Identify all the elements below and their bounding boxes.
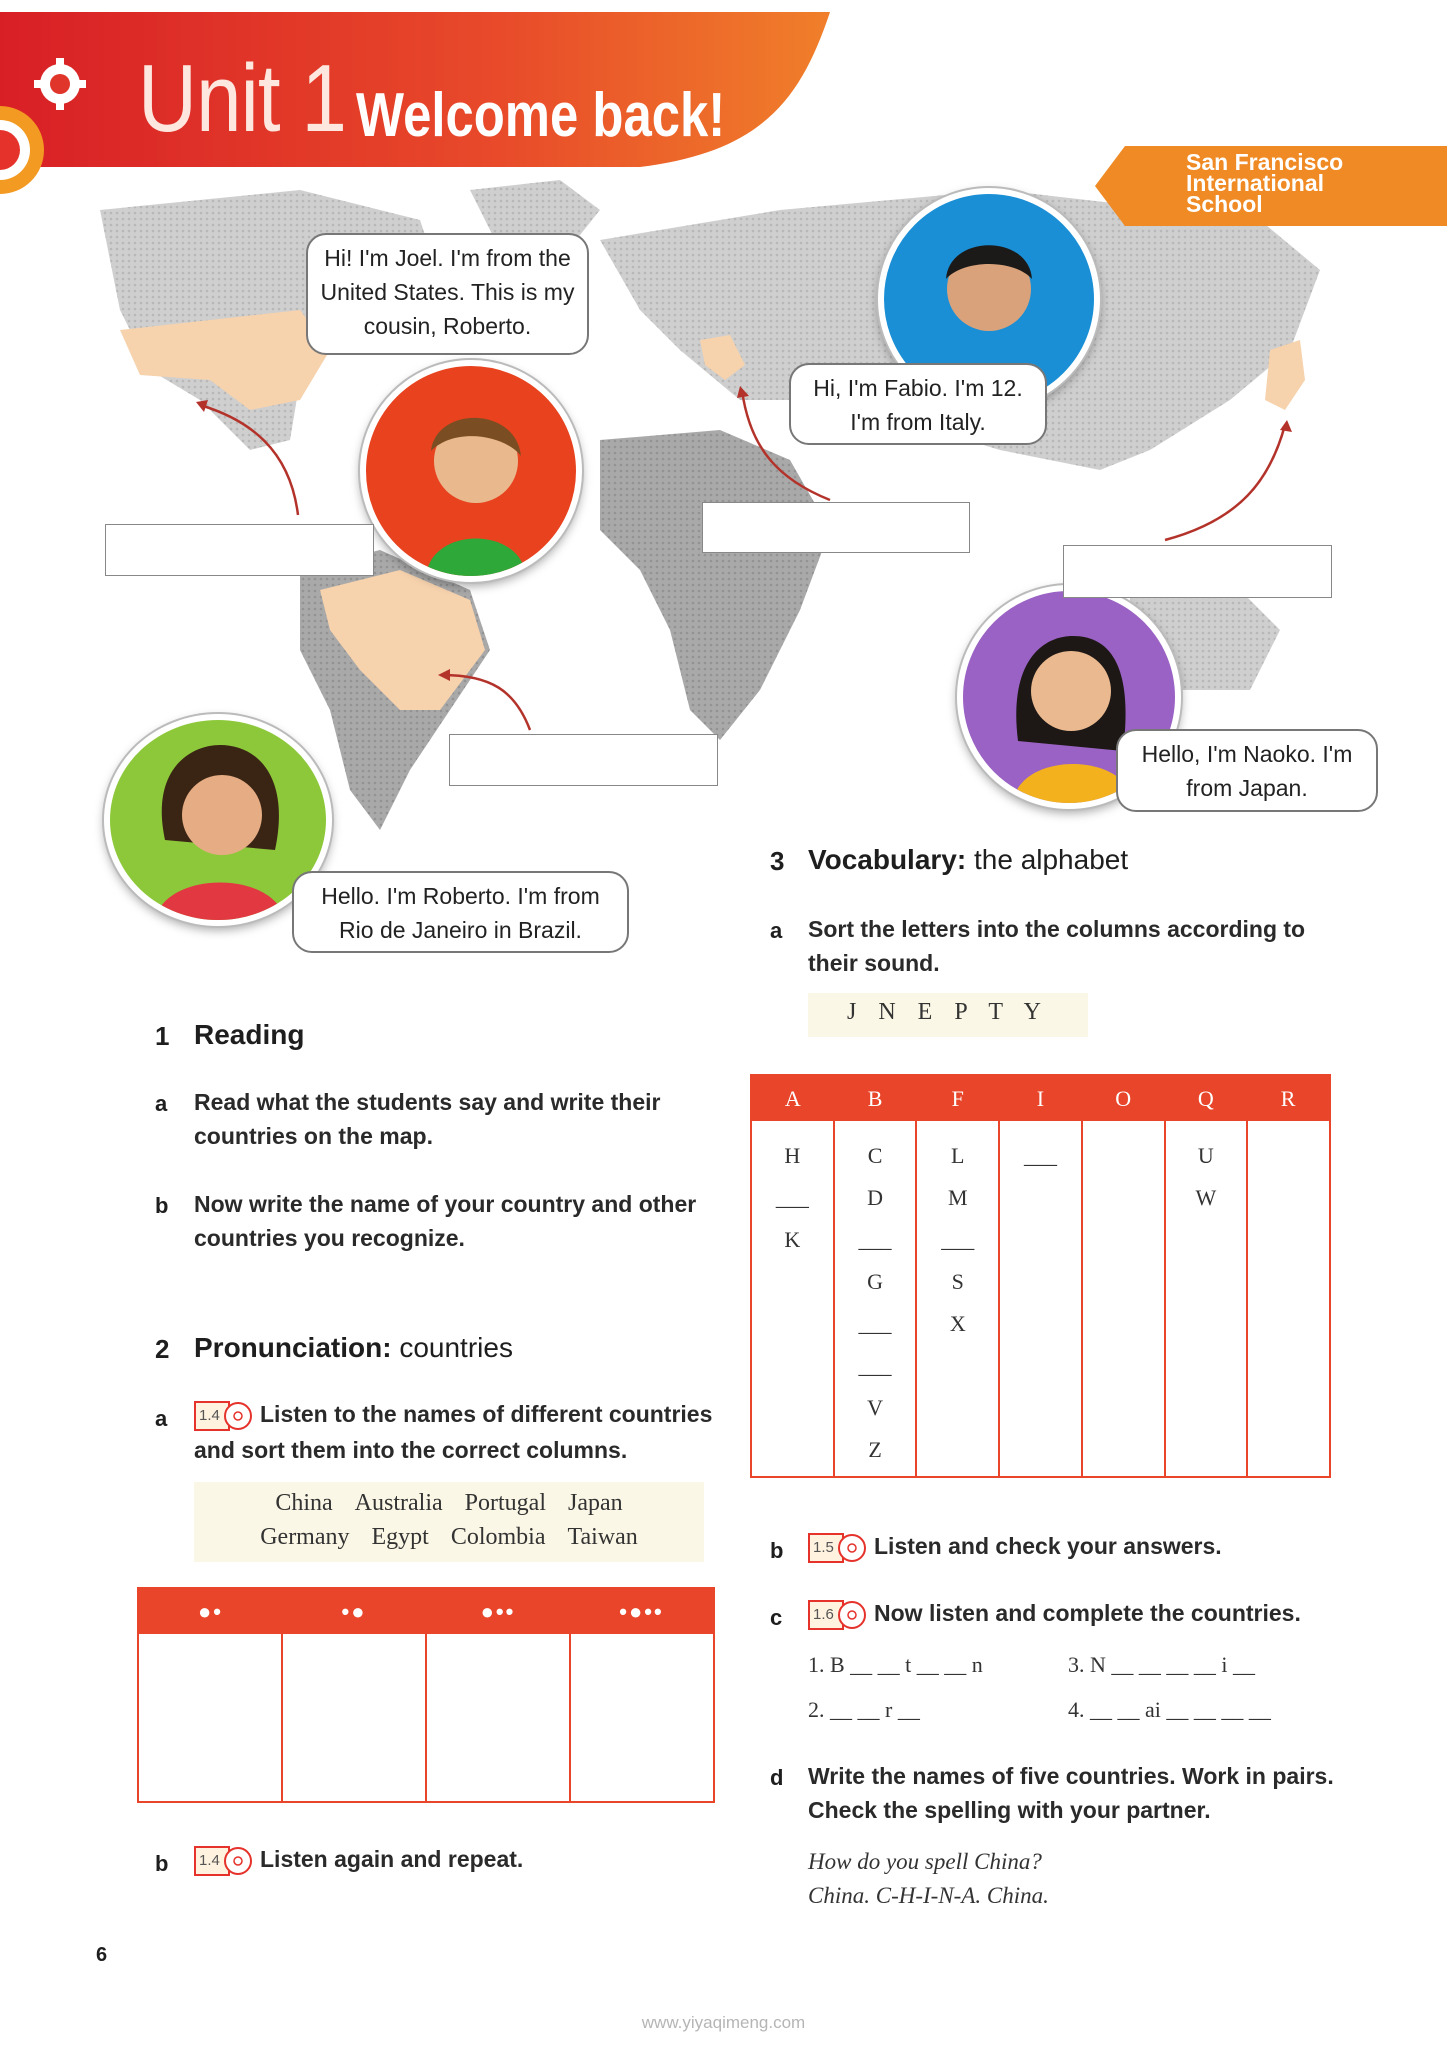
example-dialogue: [808, 1845, 1049, 1913]
stress-column-cell[interactable]: [570, 1634, 714, 1802]
item-3c-letter: c: [770, 1605, 783, 1630]
country-word: Portugal: [464, 1490, 546, 1516]
country-word: Germany: [260, 1524, 350, 1550]
item-3d-text: Write the names of five countries. Work in pairs. Check the spelling with your partner.: [808, 1763, 1334, 1823]
letters-to-sort: J N E P T Y: [846, 999, 1050, 1025]
stress-header: ●••: [480, 1598, 516, 1624]
alphabet-header: I: [1036, 1085, 1045, 1111]
alphabet-header: Q: [1197, 1085, 1214, 1111]
letter-entry: W: [1195, 1185, 1217, 1210]
item-1a-letter: a: [155, 1091, 168, 1116]
country-word: Colombia: [450, 1524, 546, 1550]
alphabet-header: B: [867, 1085, 883, 1111]
item-2a-text: Listen to the names of different countries and sort them into the correct columns.: [194, 1401, 713, 1463]
track-number: 1.6: [813, 1605, 834, 1623]
joel-speech-bubble: Hi! I'm Joel. I'm from the United States. This is my cousin, Roberto.: [306, 233, 589, 355]
fabio-speech-bubble: Hi, I'm Fabio. I'm 12. I'm from Italy.: [789, 363, 1047, 445]
stress-column-cell[interactable]: [282, 1634, 426, 1802]
letter-entry: L: [951, 1143, 965, 1168]
item-1a-text: Read what the students say and write their countries on the map.: [194, 1089, 661, 1149]
stress-column-cell[interactable]: [138, 1634, 282, 1802]
country-gap-4[interactable]: 4. __ __ ai __ __ __ __: [1068, 1697, 1271, 1722]
country-gap-2[interactable]: 2. __ __ r __: [808, 1697, 920, 1722]
letter-entry: V: [867, 1395, 883, 1420]
alphabet-sound-table: [750, 1074, 1331, 1478]
letter-entry: U: [1197, 1143, 1214, 1168]
example-line-2: China. C-H-I-N-A. China.: [808, 1883, 1049, 1908]
school-name: [1186, 149, 1344, 217]
section-2-title: [194, 1332, 513, 1364]
letter-blank: ___: [941, 1227, 975, 1252]
country-word: China: [275, 1490, 333, 1516]
track-number: 1.5: [813, 1538, 834, 1556]
country-word-list: [194, 1486, 704, 1554]
answer-box-usa[interactable]: [105, 524, 374, 576]
letter-entry: D: [867, 1185, 883, 1210]
letter-blank: ___: [858, 1227, 892, 1252]
alphabet-column-cell[interactable]: [1247, 1121, 1330, 1477]
letter-blank: ___: [1023, 1143, 1057, 1168]
stress-header: •●••: [619, 1598, 664, 1624]
joel-portrait: [360, 360, 582, 582]
item-3c: [808, 1596, 1328, 1632]
country-word: Australia: [354, 1490, 443, 1516]
section-3-title: [808, 844, 1128, 876]
section-3-number: 3: [770, 846, 785, 876]
item-3b-letter: b: [770, 1538, 784, 1563]
answer-box-italy[interactable]: [702, 502, 970, 553]
audio-track-button[interactable]: [194, 1399, 254, 1433]
country-word: Japan: [567, 1490, 623, 1516]
section-1-title: Reading: [194, 1019, 305, 1050]
item-1b-letter: b: [155, 1193, 169, 1218]
stress-header: •●: [341, 1598, 367, 1624]
stress-column-cell[interactable]: [426, 1634, 570, 1802]
school-line-1: San Francisco: [1186, 149, 1344, 175]
country-gap-3[interactable]: 3. N __ __ __ __ i __: [1068, 1652, 1255, 1677]
answer-box-brazil[interactable]: [449, 734, 718, 786]
country-word: Taiwan: [567, 1524, 638, 1550]
letter-entry: M: [947, 1185, 968, 1210]
boy-avatar-icon: [366, 366, 576, 576]
item-3c-text: Now listen and complete the countries.: [874, 1600, 1301, 1626]
letter-entry: H: [784, 1143, 801, 1168]
alphabet-header: F: [951, 1085, 964, 1111]
stress-header: ●•: [198, 1598, 223, 1624]
naoko-speech-bubble: Hello, I'm Naoko. I'm from Japan.: [1116, 729, 1378, 812]
stress-pattern-table: [137, 1587, 715, 1803]
alphabet-header-row: [751, 1075, 1330, 1121]
alphabet-header: R: [1280, 1085, 1296, 1111]
section-2-title-bold: Pronunciation:: [194, 1332, 392, 1363]
letter-entry: X: [949, 1311, 966, 1336]
letter-entry: K: [784, 1227, 801, 1252]
letter-entry: Z: [868, 1437, 882, 1462]
letter-blank: ___: [858, 1353, 892, 1378]
item-2a-letter: a: [155, 1406, 168, 1431]
letter-entry: G: [867, 1269, 883, 1294]
school-line-2: International: [1186, 170, 1325, 196]
section-2-number: 2: [155, 1334, 170, 1364]
section-2-title-rest: countries: [399, 1332, 513, 1363]
roberto-speech-bubble: Hello. I'm Roberto. I'm from Rio de Janeiro in Brazil.: [292, 871, 629, 953]
track-number: 1.4: [199, 1851, 220, 1869]
alphabet-header: O: [1115, 1085, 1132, 1111]
gear-icon: [32, 56, 88, 112]
letter-entry: C: [867, 1143, 883, 1168]
alphabet-column-cell[interactable]: [834, 1121, 917, 1477]
watermark-text: www.yiyaqimeng.com: [641, 2013, 806, 2032]
unit-number: Unit 1: [138, 45, 347, 152]
alphabet-column-cell[interactable]: [1165, 1121, 1248, 1477]
example-line-1: How do you spell China?: [808, 1849, 1042, 1874]
item-3b-text: Listen and check your answers.: [874, 1533, 1222, 1559]
audio-track-button[interactable]: [808, 1598, 868, 1632]
alphabet-header: A: [784, 1085, 801, 1111]
section-3-title-bold: Vocabulary:: [808, 844, 967, 875]
item-3d-letter: d: [770, 1765, 784, 1790]
section-1-number: 1: [155, 1021, 170, 1051]
item-3a-letter: a: [770, 918, 783, 943]
item-2b: [194, 1842, 714, 1878]
audio-track-button[interactable]: [808, 1531, 868, 1565]
alphabet-body-row: [751, 1121, 1330, 1477]
track-number: 1.4: [199, 1406, 220, 1424]
item-3b: [808, 1529, 1328, 1565]
section-3-title-rest: the alphabet: [973, 844, 1129, 875]
letter-entry: S: [951, 1269, 964, 1294]
alphabet-column-cell[interactable]: [751, 1121, 834, 1477]
alphabet-column-cell[interactable]: [916, 1121, 999, 1477]
answer-box-japan[interactable]: [1063, 545, 1332, 598]
item-2b-letter: b: [155, 1851, 169, 1876]
letter-blank: ___: [775, 1185, 809, 1210]
alphabet-column-cell[interactable]: [999, 1121, 1082, 1477]
item-2a: [194, 1397, 724, 1467]
school-line-3: School: [1186, 191, 1263, 217]
page-title: Welcome back!: [356, 81, 726, 150]
item-3a-text: Sort the letters into the columns according to their sound.: [808, 916, 1306, 976]
alphabet-column-cell[interactable]: [1082, 1121, 1165, 1477]
item-2b-text: Listen again and repeat.: [260, 1846, 524, 1872]
page-number: 6: [96, 1944, 108, 1966]
letter-blank: ___: [858, 1311, 892, 1336]
country-word: Egypt: [371, 1524, 429, 1550]
country-gap-1[interactable]: 1. B __ __ t __ __ n: [808, 1652, 983, 1677]
item-1b-text: Now write the name of your country and other countries you recognize.: [194, 1191, 697, 1251]
audio-track-button[interactable]: [194, 1844, 254, 1878]
